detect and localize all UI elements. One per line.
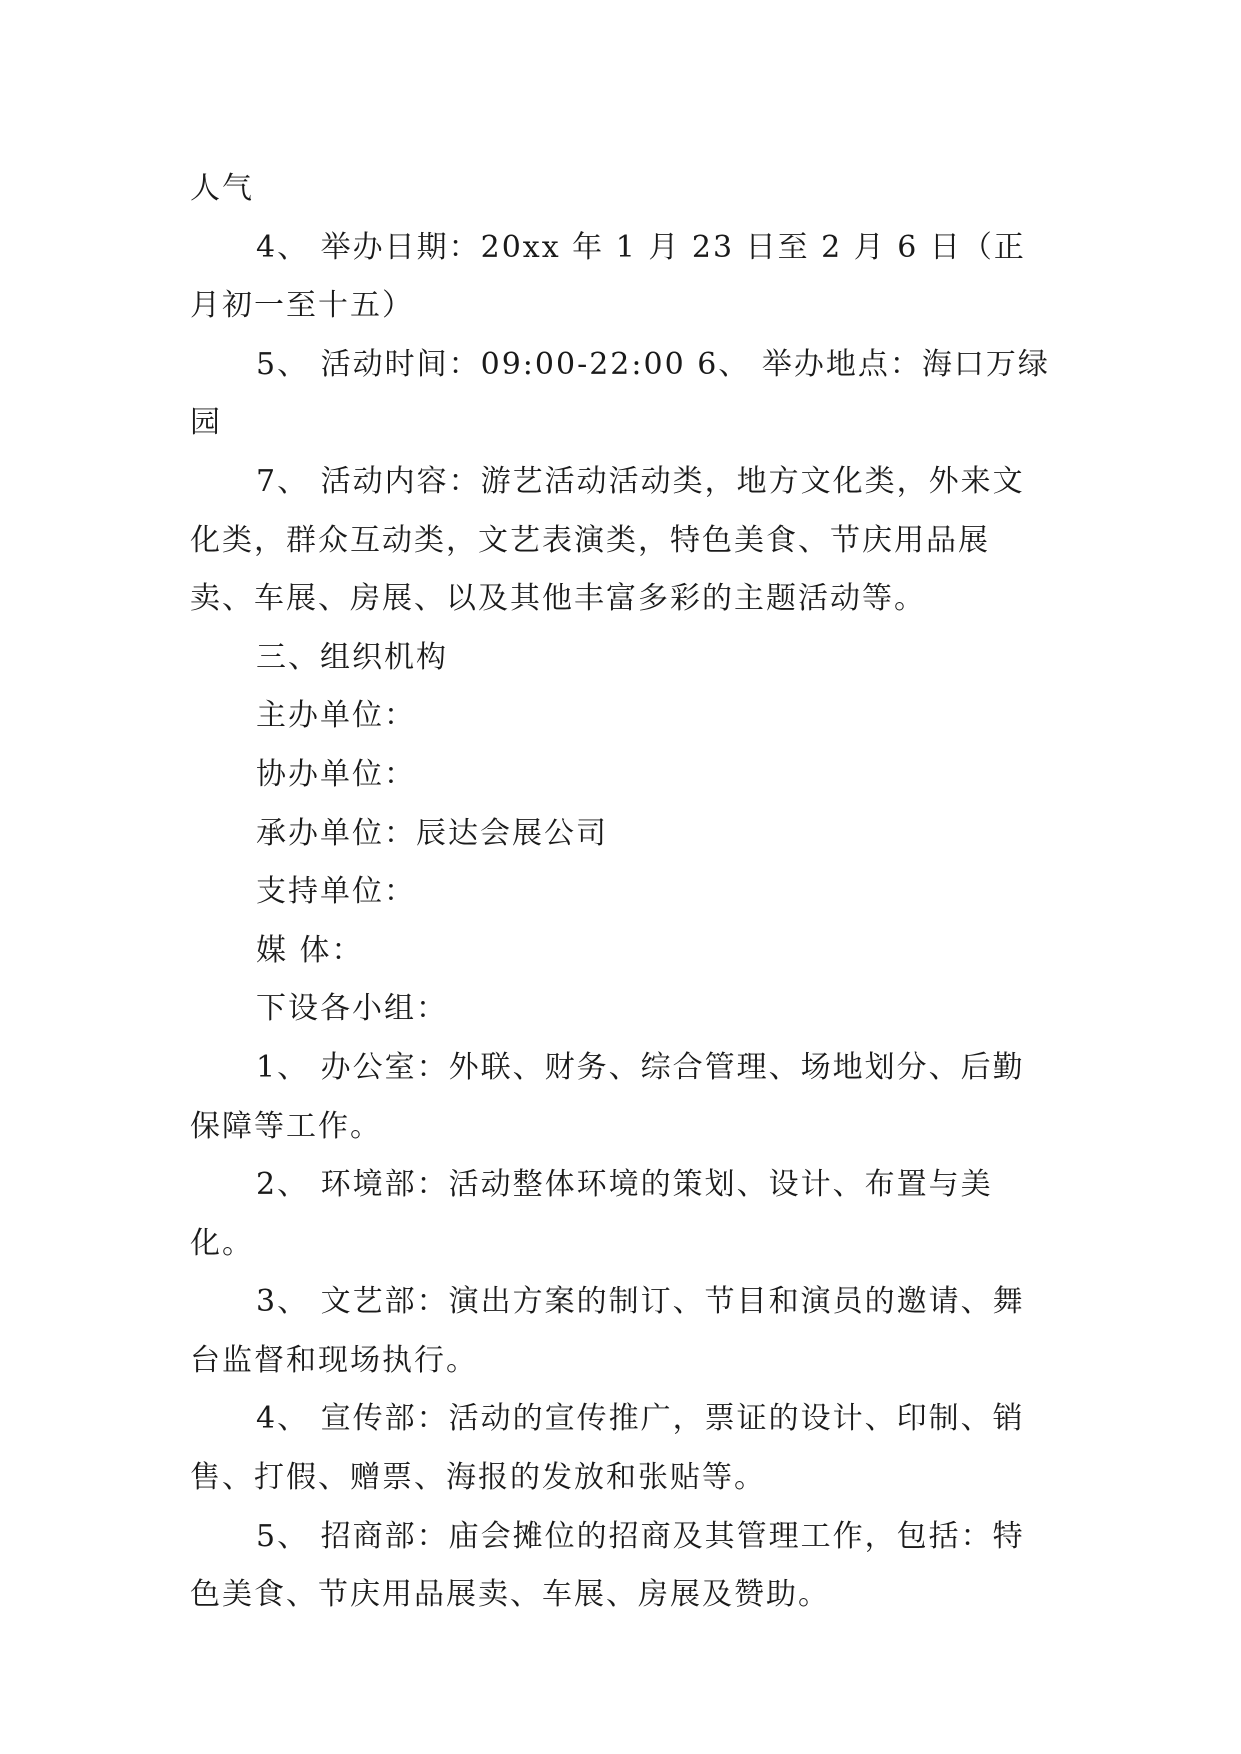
paragraph-investment-dept: 5、 招商部：庙会摊位的招商及其管理工作，包括：特色美食、节庆用品展卖、车展、房展及赞助。 (190, 1518, 1025, 1613)
paragraph-event-time-venue: 5、 活动时间：09:00-22:00 6、 举办地点：海口万绿园 (190, 346, 1050, 441)
paragraph-organizer: 承办单位：辰达会展公司 (256, 815, 608, 851)
paragraph-subgroups: 下设各小组： (256, 991, 448, 1027)
paragraph-media: 媒 体： (256, 932, 364, 968)
document-body (190, 160, 1050, 1625)
paragraph-continuation: 人气 (190, 171, 254, 206)
paragraph-environment-dept: 2、 环境部：活动整体环境的策划、设计、布置与美化。 (190, 1167, 993, 1261)
section-heading-organization: 三、组织机构 (256, 639, 448, 675)
paragraph-event-date: 4、 举办日期：20xx 年 1 月 23 日至 2 月 6 日（正月初一至十五） (190, 229, 1026, 324)
paragraph-host: 主办单位： (256, 698, 416, 734)
paragraph-event-content: 7、 活动内容：游艺活动活动类，地方文化类，外来文化类，群众互动类，文艺表演类，特色美食、节庆用品展卖、车展、房展、以及其他丰富多彩的主题活动等。 (190, 463, 1025, 617)
paragraph-co-host: 协办单位： (256, 756, 416, 792)
paragraph-supporter: 支持单位： (256, 874, 416, 910)
paragraph-office: 1、 办公室：外联、财务、综合管理、场地划分、后勤保障等工作。 (190, 1049, 1025, 1144)
paragraph-arts-dept: 3、 文艺部：演出方案的制订、节目和演员的邀请、舞台监督和现场执行。 (190, 1284, 1025, 1378)
paragraph-publicity-dept: 4、 宣传部：活动的宣传推广，票证的设计、印制、销售、打假、赠票、海报的发放和张贴等。 (190, 1401, 1025, 1496)
